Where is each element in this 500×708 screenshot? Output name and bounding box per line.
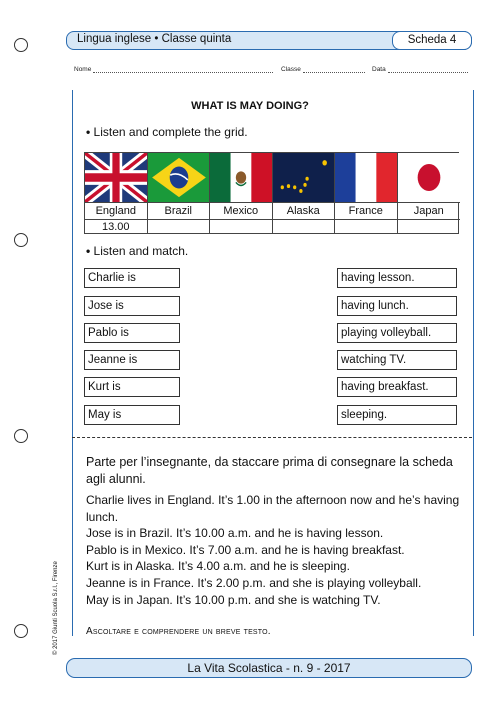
time-cell[interactable] xyxy=(398,219,461,234)
date-field xyxy=(372,66,468,73)
task-match-label: Listen and match. xyxy=(93,244,189,258)
footer-bar: La Vita Scolastica - n. 9 - 2017 xyxy=(66,658,472,678)
name-field xyxy=(74,66,273,73)
teacher-heading: Parte per l’insegnante, da staccare prima di consegnare la scheda agli alunni. xyxy=(86,455,453,486)
activity-box[interactable]: having breakfast. xyxy=(337,377,457,397)
alaska-flag-icon xyxy=(273,153,336,202)
class-label: Classe xyxy=(281,66,301,73)
skill-note: Ascoltare e comprendere un breve testo. xyxy=(86,626,271,637)
transcript-line: Pablo is in Mexico. It’s 7.00 a.m. and he is having breakfast. xyxy=(86,542,405,557)
cut-line xyxy=(72,437,472,438)
country-label: England xyxy=(85,202,148,219)
activity-box[interactable]: watching TV. xyxy=(337,350,457,370)
task-match-instruction: • Listen and match. xyxy=(86,244,189,258)
transcript-line: Kurt is in Alaska. It’s 4.00 a.m. and he is sleeping. xyxy=(86,559,350,574)
transcript-line: Charlie lives in England. It’s 1.00 in the afternoon now and he’s having lunch. xyxy=(86,493,460,524)
country-label: Japan xyxy=(398,202,461,219)
transcript-line: Jose is in Brazil. It’s 10.00 a.m. and he is having lesson. xyxy=(86,526,384,541)
transcript-line: Jeanne is in France. It’s 2.00 p.m. and she is playing volleyball. xyxy=(86,575,422,590)
name-box[interactable]: Jeanne is xyxy=(84,350,180,370)
activity-box[interactable]: playing volleyball. xyxy=(337,323,457,343)
name-box[interactable]: Charlie is xyxy=(84,268,180,288)
binder-hole xyxy=(14,429,28,443)
france-flag-icon xyxy=(335,153,398,202)
name-box[interactable]: Jose is xyxy=(84,296,180,316)
class-field xyxy=(281,66,365,73)
time-cell[interactable] xyxy=(273,219,336,234)
uk-flag-icon xyxy=(85,153,148,202)
header-bar xyxy=(66,31,472,50)
transcript-line: May is in Japan. It’s 10.00 p.m. and she is watching TV. xyxy=(86,592,381,607)
activity-box[interactable]: sleeping. xyxy=(337,405,457,425)
country-label: France xyxy=(335,202,398,219)
time-cell[interactable] xyxy=(210,219,273,234)
copyright: © 2017 Giunti Scuola S.r.l., Firenze xyxy=(53,561,59,655)
country-label: Alaska xyxy=(273,202,336,219)
time-cell[interactable] xyxy=(335,219,398,234)
date-label: Data xyxy=(372,66,386,73)
country-label: Brazil xyxy=(148,202,211,219)
binder-hole xyxy=(14,38,28,52)
time-cell[interactable] xyxy=(148,219,211,234)
name-box[interactable]: May is xyxy=(84,405,180,425)
name-box[interactable]: Kurt is xyxy=(84,377,180,397)
transcript xyxy=(86,492,461,608)
page-title: WHAT IS MAY DOING? xyxy=(191,100,309,112)
time-cell[interactable]: 13.00 xyxy=(85,219,148,234)
country-grid xyxy=(84,152,459,234)
binder-hole xyxy=(14,624,28,638)
country-label: Mexico xyxy=(210,202,273,219)
task-grid-label: Listen and complete the grid. xyxy=(93,125,248,139)
worksheet-tab: Scheda 4 xyxy=(392,31,472,50)
task-grid-instruction: • Listen and complete the grid. xyxy=(86,125,248,139)
header-title: Lingua inglese • Classe quinta xyxy=(77,33,232,45)
japan-flag-icon xyxy=(398,153,461,202)
binder-hole xyxy=(14,233,28,247)
activity-box[interactable]: having lesson. xyxy=(337,268,457,288)
brazil-flag-icon xyxy=(148,153,211,202)
name-box[interactable]: Pablo is xyxy=(84,323,180,343)
mexico-flag-icon xyxy=(210,153,273,202)
activity-box[interactable]: having lunch. xyxy=(337,296,457,316)
name-label: Nome xyxy=(74,66,92,73)
